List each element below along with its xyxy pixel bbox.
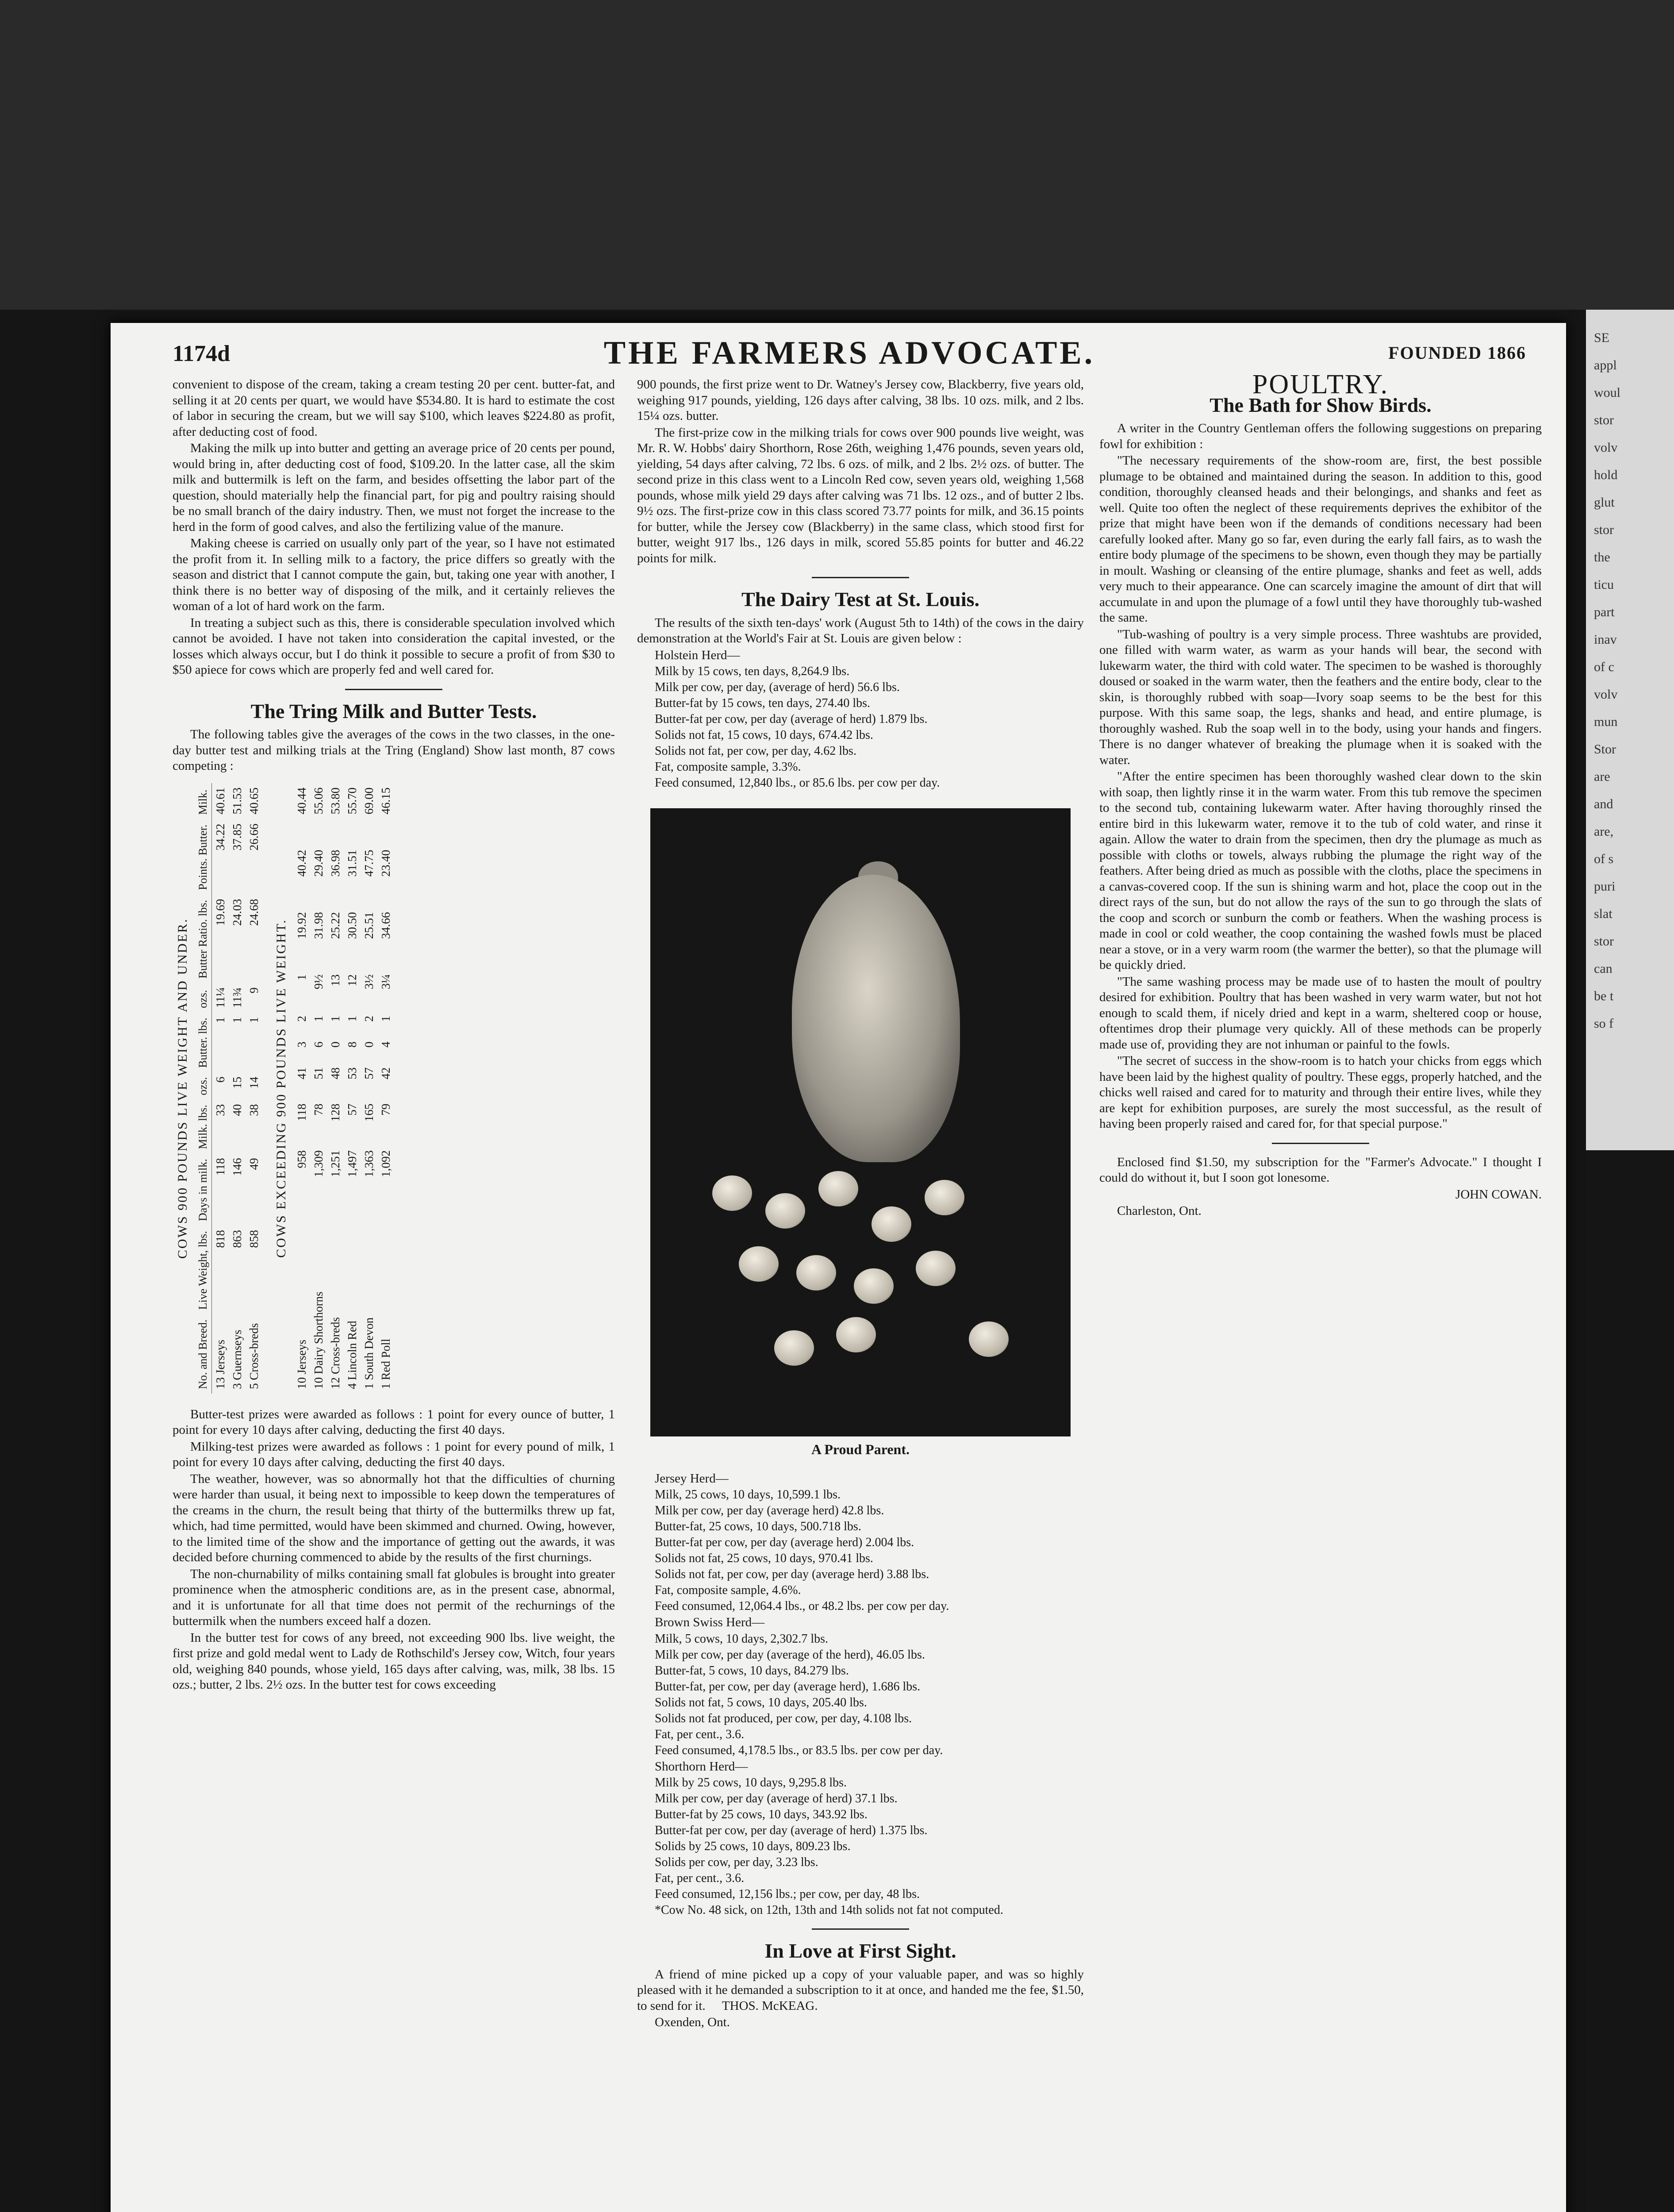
stat-line: Feed consumed, 12,064.4 lbs., or 48.2 lbs. per cow per day. [655,1599,949,1613]
table-cell: 1,092 [379,1150,392,1177]
table-cell: 1 [247,1017,261,1023]
text-fragment: are, [1594,824,1614,839]
paragraph: 900 pounds, the first prize went to Dr. Watney's Jersey cow, Blackberry, five years old, weighing 917 pounds, yielding, 126 days after calving, 38 lbs. 10 ozs. milk, and 2 lbs. 15¼ ozs. butter. [637,377,1084,423]
table-cell: 1,497 [346,1150,359,1177]
paragraph: The first-prize cow in the milking trials for cows over 900 pounds live weight, was Mr. R. W. Hobbs' dairy Shorthorn, Rose 26th, weighing 1,476 pounds, seven years old, yielding, 54 days after calving, 72 lbs. 6 ozs. of milk, and 2 lbs. 2½ ozs. of butter. The second prize in this class went to a Lincoln Red cow, seven years old, weighing 1,568 pounds, whose milk yield 29 days after calving was 71 lbs. 12 ozs., and of butter 2 lbs. 9½ ozs. The first-prize cow in this class scored 73.77 points for milk, and 36.15 points for butter, while the Jersey cow (Blackberry) in the same class, which stood first for butter, weight 917 lbs., 126 days in milk, scored 55.85 points for butter and 46.22 points for milk. [637,425,1084,565]
table-row [246,783,262,1394]
table-cell: 10 Jerseys [295,1339,308,1389]
table-cell: 31.98 [312,912,325,939]
paragraph: The results of the sixth ten-days' work (August 5th to 14th) of the cows in the dairy demonstration at the World's Fair at St. Louis are given below : [637,615,1084,645]
table-cell: 40.65 [247,787,261,814]
text-fragment: mun [1594,714,1618,729]
stat-line: Fat, composite sample, 3.3%. [655,760,801,774]
table-cell: 1 [214,1017,227,1023]
table-cell: 33 [214,1104,227,1116]
table-cell: 165 [362,1103,376,1121]
table-header-cell: Live Weight, lbs. [195,1225,212,1314]
stat-line: Solids by 25 cows, 10 days, 809.23 lbs. [655,1839,851,1853]
table-cell: 3 Guernseys [230,1329,244,1389]
table-cell: 46.15 [379,787,392,814]
column-3 [1099,369,1542,1220]
table-cell: 1 [312,1015,325,1022]
table-cell: 36.98 [329,849,342,877]
paragraph: In treating a subject such as this, there is considerable speculation involved which cannot be avoided. I have not taken into consideration the capital invested, or the losses which always occur, but I do think it possible to secure a profit of from $30 to $50 apiece for cows which are properly fed and well cared for. [173,615,615,677]
table-cell: 2 [295,1015,308,1022]
stat-line: Butter-fat, per cow, per day (average herd), 1.686 lbs. [655,1679,921,1694]
table-cell: 55.06 [312,787,325,814]
chick [969,1321,1009,1357]
holstein-stats [637,664,1084,791]
paragraph: The non-churnability of milks containing small fat globules is brought into greater prominence when the atmospheric conditions are, as in the present case, abnormal, and it is unfortunate for all that time does not permit of the rechurnings of the buttermilk when the numbers exceed half a dozen. [173,1567,615,1628]
stat-line: Solids per cow, per day, 3.23 lbs. [655,1855,818,1869]
table-cell: 11¼ [214,987,227,1008]
table-row [229,783,246,1394]
divider [812,577,909,578]
text-fragment: puri [1594,879,1616,894]
paragraph [637,1967,1084,2014]
letter-place: Charleston, Ont. [1117,1204,1202,1218]
chick [818,1171,858,1206]
table-cell: 0 [329,1041,342,1048]
chick [774,1330,814,1366]
table-cell: 41 [295,1067,308,1079]
table-row [310,783,327,1394]
table-cell: 47.75 [362,849,376,877]
letter-text: A friend of mine picked up a copy of your valuable paper, and was so highly pleased with it he demanded a subscription to it at once, and handed me the fee, $1.50, to send for it. [637,1967,1084,2013]
divider [1272,1143,1369,1144]
table-cell: 69.00 [362,787,376,814]
paragraph: convenient to dispose of the cream, taking a cream testing 20 per cent. butter-fat, and selling it at 20 cents per quart, we would have $534.80. It is hard to estimate the cost of labor in securing the cream, but we will say $100, which leaves $224.80 as profit, after deducting cost of food. [173,377,615,439]
chick [925,1180,964,1215]
stat-line: Butter-fat, 5 cows, 10 days, 84.279 lbs. [655,1663,849,1678]
table-header-cell: No. and Breed. [195,1314,212,1393]
table-cell: 24.68 [247,899,261,926]
chick [854,1268,894,1304]
stat-line: Solids not fat, per cow, per day, 4.62 lbs. [655,744,856,758]
text-fragment: Stor [1594,742,1616,757]
herd-heading: Holstein Herd— [655,648,740,662]
divider [812,1928,909,1930]
chick [739,1246,779,1282]
department-heading: POULTRY. [1252,369,1389,399]
table-row [212,783,229,1394]
chick [872,1206,911,1242]
table-caption: COWS EXCEEDING 900 POUNDS LIVE WEIGHT. [274,918,288,1258]
text-fragment: the [1594,550,1610,565]
text-fragment: glut [1594,495,1615,510]
table-header-cell: ozs. [195,1072,212,1099]
herd-heading: Jersey Herd— [655,1471,729,1486]
table-cell: 1,363 [362,1150,376,1177]
letter-place: Oxenden, Ont. [655,2015,730,2029]
chick [836,1317,876,1352]
text-fragment: SE [1594,330,1610,345]
table-cell: 1 [346,1015,359,1022]
paragraph: "Tub-washing of poultry is a very simple process. Three washtubs are provided, one filled with warm water, as warm as your hands will bear, the second with lukewarm water, the third with cold water. The specimen to be washed is thoroughly doused or soaked in the warm water, then the feathers and the entire body, clear to the skin, is thoroughly rubbed with soap—Ivory soap seems to be the best for this purpose. With this same soap, the legs, shanks and head, and entire plumage, is thoroughly washed. Rub the soap well in to the body, using your hands and fingers. There is no danger whatever of breaking the plumage when it is soaked with the water. [1099,627,1542,767]
newspaper-page [111,323,1566,2212]
table-cell: 40.61 [214,787,227,814]
table-cell: 8 [346,1041,359,1048]
table-cell: 31.51 [346,849,359,877]
text-fragment: volv [1594,687,1618,702]
film-margin-top [0,0,1674,310]
letter-signature-line [1099,1187,1542,1203]
table-row [293,783,310,1394]
divider [345,689,442,690]
table-cell: 3 [295,1041,308,1048]
text-fragment: are [1594,769,1610,784]
table-cell: 858 [247,1229,261,1248]
stat-line: Feed consumed, 12,156 lbs.; per cow, per day, 48 lbs. [655,1887,920,1901]
table-header-cell: Milk. [195,783,212,819]
text-fragment: appl [1594,358,1617,373]
hen [792,875,960,1162]
stat-line: Milk per cow, per day (average of herd) 37.1 lbs. [655,1792,898,1805]
stat-line: Solids not fat, 15 cows, 10 days, 674.42 lbs. [655,728,873,742]
text-fragment: so f [1594,1016,1614,1031]
table-cell: 0 [362,1041,376,1048]
text-fragment: stor [1594,522,1614,537]
stat-line: Fat, per cent., 3.6. [655,1727,745,1741]
table-cell: 40.42 [295,849,308,877]
shorthorn-stats [637,1775,1084,1918]
table-header-cell: Butter. lbs. [195,1012,212,1072]
stat-line: Butter-fat, 25 cows, 10 days, 500.718 lbs. [655,1520,861,1533]
photo-hen-and-chicks [650,808,1071,1436]
paragraph: In the butter test for cows of any breed, not exceeding 900 lbs. live weight, the first prize and gold medal went to Lady de Rothschild's Jersey cow, Witch, four years old, weighing 840 pounds, whose yield, 165 days after calving, was, milk, 38 lbs. 15 ozs.; butter, 2 lbs. 2½ ozs. In the butter test for cows exceeding [173,1630,615,1692]
table-cell: 24.03 [230,899,244,926]
text-fragment: stor [1594,934,1614,949]
text-fragment: stor [1594,413,1614,427]
paragraph: Milking-test prizes were awarded as follows : 1 point for every pound of milk, 1 point for every 10 days after calving, deducting the first 40 days. [173,1439,615,1469]
table-cell: 118 [295,1103,308,1121]
text-fragment: of c [1594,660,1614,674]
paragraph: "The same washing process may be made use of to hasten the moult of poultry desired for exhibition. Poultry that has been washed in very warm water, but not hot enough to scald them, if nicely dried and kept in a warm, sheltered coop or house, oftentimes drop their plumage very quickly. All of these methods can be properly made use of, providing they are not inhuman or painful to the fowls. [1099,974,1542,1052]
jersey-stats [637,1487,1084,1614]
table-cell: 30.50 [346,912,359,939]
table-cell: 14 [247,1076,261,1089]
paragraph: "The necessary requirements of the show-room are, first, the best possible plumage to be obtained and maintained during the season. In addition to this, good condition, thoroughly cleansed heads and their belongings, and shanks and feet as well. Quite too often the neglect of these requirements deprives the exhibitor of the prize that might have been won if the demands of conditions necessary had been carefully looked after. Many go so far, even during the early fall fairs, as to wash the entire body plumage of the specimens to be shown, even though they may be partially in moult. Washing or cleansing of the entire plumage, shanks and feet as well, adds very much to their appearance. One can scarcely imagine the amount of dirt that will accumulate in and upon the plumage of a fowl until they have thoroughly tub-washed the same. [1099,453,1542,625]
stat-line: Milk, 5 cows, 10 days, 2,302.7 lbs. [655,1632,828,1646]
text-fragment: woul [1594,385,1620,400]
stat-line: *Cow No. 48 sick, on 12th, 13th and 14th solids not fat not computed. [655,1903,1003,1917]
results-table-over [293,783,394,1394]
table-header-cell: Milk. lbs. [195,1099,212,1153]
text-fragment: of s [1594,852,1614,866]
table-cell: 53.80 [329,787,342,814]
table-cell: 34.22 [214,823,227,851]
text-fragment: part [1594,605,1615,619]
table-cell: 118 [214,1158,227,1175]
table-cell: 958 [295,1150,308,1168]
stat-line: Milk, 25 cows, 10 days, 10,599.1 lbs. [655,1488,841,1502]
table-cell: 42 [379,1067,392,1079]
stat-line: Milk per cow, per day (average herd) 42.8 lbs. [655,1504,884,1517]
table-cell: 12 [346,974,359,986]
stat-line: Milk by 15 cows, ten days, 8,264.9 lbs. [655,664,850,678]
text-fragment: ticu [1594,577,1614,592]
stat-line: Solids not fat, 25 cows, 10 days, 970.41 lbs. [655,1551,873,1565]
table-cell: 79 [379,1103,392,1116]
table-header-cell: Points. Butter. [195,819,212,894]
table-cell: 57 [362,1067,376,1079]
table-row [361,783,377,1394]
table-cell: 3½ [362,974,376,989]
table-row [377,783,394,1394]
column-2 [637,377,1084,2032]
article-title: In Love at First Sight. [764,1939,956,1962]
table-cell: 34.66 [379,912,392,939]
stat-line: Butter-fat by 15 cows, ten days, 274.40 lbs. [655,696,871,710]
table-cell: 19.92 [295,912,308,939]
page-header [173,333,1526,371]
table-cell: 48 [329,1067,342,1079]
stat-line: Milk per cow, per day, (average of herd) 56.6 lbs. [655,680,900,694]
table-cell: 6 [312,1041,325,1048]
results-table-under [195,783,262,1394]
table-cell: 29.40 [312,849,325,877]
article-title: The Tring Milk and Butter Tests. [250,699,537,722]
table-cell: 1 Red Poll [379,1338,392,1389]
text-fragment: be t [1594,989,1614,1003]
chick [765,1193,805,1229]
paragraph: Butter-test prizes were awarded as follows : 1 point for every ounce of butter, 1 point for every 10 days after calving, deducting the first 40 days. [173,1407,615,1437]
table-caption: COWS 900 POUNDS LIVE WEIGHT AND UNDER. [175,918,190,1259]
paragraph: The following tables give the averages of the cows in the two classes, in the one-day butter test and milking trials at the Tring (England) Show last month, 87 cows competing : [173,727,615,773]
photo-caption: A Proud Parent. [811,1441,910,1457]
table-cell: 55.70 [346,787,359,814]
table-cell: 1,309 [312,1150,325,1177]
table-cell: 15 [230,1076,244,1089]
paragraph: "After the entire specimen has been thoroughly washed clear down to the skin with soap, then lightly rinse it in the warm water. From this tub remove the specimen to the second tub, containing lukewarm water. After having thoroughly rinsed the entire bird in this lukewarm water, remove it to the tub of cold water, and rinse it again. Allow the water to drain from the specimen, then dry the plumage as much as possible with cloths or towels, always rubbing the plumage the right way of the feathers. After being dried as much as possible with the cloths, place the specimens in a canvas-covered coop. If the sun is shining warm and hot, place the coop out in the direct rays of the sun, but do not allow the rays of the sun to go through the slats of the coop and scorch or sunburn the comb or feathers. When the washing process is made in cool or cold weather, the coop containing the washed fowls must be placed near a stove, or in a very warm room (the warmer the better), so that the plumage will be quickly dried. [1099,769,1542,972]
stat-line: Feed consumed, 12,840 lbs., or 85.6 lbs. per cow per day. [655,776,940,790]
paragraph: Making the milk up into butter and getting an average price of 20 cents per pound, would bring in, after deducting cost of food, $109.20. In the latter case, all the skim milk and buttermilk is left on the farm, and besides offsetting the labor part of the question, should materially help the financial part, for pig and poultry raising should be no small branch of the dairy industry. Then, we must not forget the increase to the herd in the form of good calves, and also the fertilizing value of the manure. [173,441,615,534]
stat-line: Solids not fat produced, per cow, per day, 4.108 lbs. [655,1711,912,1725]
page-number: 1174d [173,341,230,366]
table-cell: 1,251 [329,1150,342,1177]
text-fragment: inav [1594,632,1617,647]
table-cell: 49 [247,1158,261,1170]
rotated-table [173,783,615,1394]
table-cell: 1 [230,1017,244,1023]
founded-year: FOUNDED 1866 [1388,343,1526,363]
table-cell: 2 [362,1015,376,1022]
adjacent-page-fragment [1586,310,1674,1150]
paragraph: "The secret of success in the show-room is to hatch your chicks from eggs which have been laid by the highest quality of poultry. These eggs, properly hatched, and the chicks well raised and cared for to maturity and through their entire lives, while they are kept for exhibition purposes, are surely the most successful, as the result of having been properly raised and cared for, for that special purpose." [1099,1054,1542,1131]
masthead: THE FARMERS ADVOCATE. [603,335,1095,371]
table-cell: 1 [295,974,308,980]
table-cell: 10 Dairy Shorthorns [312,1291,325,1389]
text-fragment: volv [1594,440,1618,455]
table-cell: 128 [329,1103,342,1121]
column-1 [173,377,615,1694]
chick [712,1175,752,1211]
table-cell: 818 [214,1229,227,1248]
stat-line: Butter-fat per cow, per day (average of herd) 1.375 lbs. [655,1824,928,1837]
table-cell: 5 Cross-breds [247,1323,261,1389]
stat-line: Fat, per cent., 3.6. [655,1871,745,1885]
stat-line: Butter-fat per cow, per day (average herd) 2.004 lbs. [655,1536,914,1549]
article-title: The Bath for Show Birds. [1209,393,1432,416]
stat-line: Solids not fat, 5 cows, 10 days, 205.40 lbs. [655,1695,867,1709]
stat-line: Butter-fat per cow, per day (average of herd) 1.879 lbs. [655,712,928,726]
stat-line: Solids not fat, per cow, per day (average herd) 3.88 lbs. [655,1567,929,1581]
table-cell: 25.22 [329,912,342,939]
table-header-cell: ozs. [195,983,212,1012]
table-cell: 37.85 [230,823,244,851]
text-fragment: hold [1594,468,1618,482]
table-cell: 78 [312,1103,325,1116]
letter-signature: JOHN COWAN. [1455,1187,1542,1202]
letter-signature: THOS. McKEAG. [722,1998,818,2013]
table-cell: 4 [379,1041,392,1048]
text-fragment: slat [1594,906,1613,921]
table-row [327,783,344,1394]
table-cell: 4 Lincoln Red [346,1321,359,1389]
table-cell: 13 Jerseys [214,1339,227,1389]
table-cell: 51 [312,1067,325,1079]
table-header-cell: Butter Ratio. lbs. [195,894,212,983]
table-cell: 40 [230,1104,244,1116]
table-cell: 13 [329,974,342,986]
brown-swiss-stats [637,1632,1084,1758]
table-cell: 1 [379,1015,392,1022]
chick [796,1255,836,1290]
table-cell: 57 [346,1103,359,1116]
paragraph: The weather, however, was so abnormally hot that the difficulties of churning were harder than usual, it being next to impossible to keep down the temperatures of the creams in the churn, the result being that thirty of the buttermilks threw up fat, which, had time permitted, would have been skimmed and churned. Owing, however, to the limited time of the show and the importance of getting out the awards, it was decided before churning commenced to abide by the results of the first churnings. [173,1471,615,1564]
table-cell: 40.44 [295,787,308,814]
article-title: The Dairy Test at St. Louis. [741,588,980,611]
text-fragment: and [1594,797,1613,811]
paragraph: Making cheese is carried on usually only part of the year, so I have not estimated the profit from it. In selling milk to a factory, the price differs so greatly with the season and district that I cannot compute the gain, but, taking one year with another, I think there is no better way of disposing of the milk, and it certainly relieves the woman of a lot of hard work on the farm. [173,536,615,613]
table-cell: 19.69 [214,899,227,926]
table-row [344,783,361,1394]
stat-line: Fat, composite sample, 4.6%. [655,1583,801,1597]
table-cell: 863 [230,1229,244,1248]
stat-line: Milk by 25 cows, 10 days, 9,295.8 lbs. [655,1776,847,1790]
table-cell: 12 Cross-breds [329,1317,342,1389]
table-cell: 1 [329,1015,342,1022]
table-cell: 1 South Devon [362,1317,376,1389]
table-cell: 11¾ [230,987,244,1008]
text-fragment: can [1594,961,1613,976]
stat-line: Butter-fat by 25 cows, 10 days, 343.92 lbs. [655,1808,868,1821]
table-cell: 9 [247,987,261,993]
paragraph: Enclosed find $1.50, my subscription for the "Farmer's Advocate." I thought I could do without it, but I soon got lonesome. [1099,1155,1542,1185]
herd-heading: Shorthorn Herd— [655,1759,748,1774]
herd-heading: Brown Swiss Herd— [655,1615,765,1629]
paragraph: A writer in the Country Gentleman offers the following suggestions on preparing fowl for exhibition : [1099,421,1542,451]
stat-line: Milk per cow, per day (average of the herd), 46.05 lbs. [655,1647,925,1662]
table-cell: 38 [247,1104,261,1116]
table-header-cell: Days in milk. [195,1153,212,1225]
table-cell: 53 [346,1067,359,1079]
table-cell: 51.53 [230,787,244,814]
table-cell: 6 [214,1076,227,1083]
table-cell: 26.66 [247,823,261,851]
table-cell: 25.51 [362,912,376,939]
table-cell: 146 [230,1158,244,1176]
table-cell: 23.40 [379,849,392,877]
stat-line: Feed consumed, 4,178.5 lbs., or 83.5 lbs. per cow per day. [655,1743,943,1757]
table-cell: 9½ [312,974,325,989]
chick [916,1251,956,1286]
table-cell: 3¼ [379,974,392,989]
